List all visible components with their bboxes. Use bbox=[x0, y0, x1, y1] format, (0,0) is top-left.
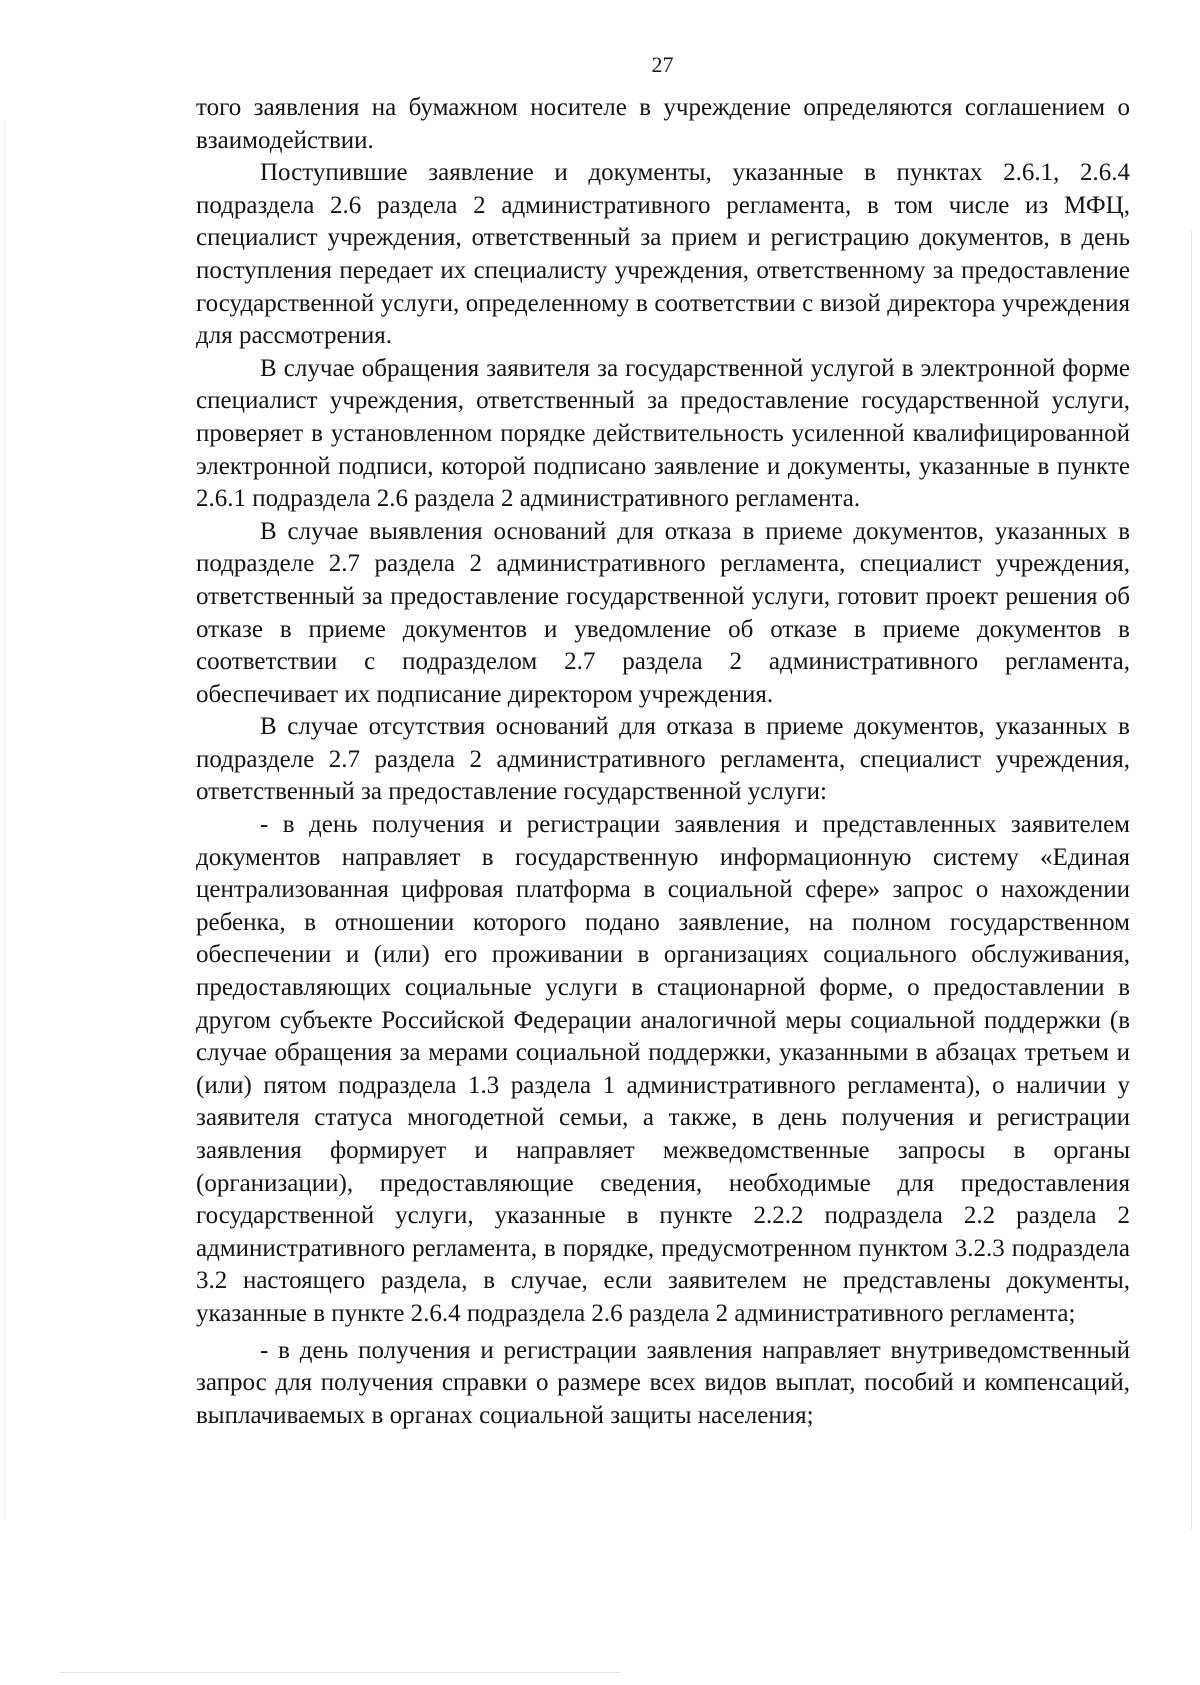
paragraph-no-refusal-grounds: В случае отсутствия оснований для отказа в приеме документов, указанных в подразделе 2.7 раздела 2 административного регламента, специалист учреждения, ответственный за предоставление государственной услуги: bbox=[196, 713, 1130, 806]
paragraph-electronic-form: В случае обращения заявителя за государственной услугой в электронной форме специалист учреждения, ответственный за предоставление государственной услуги, проверяет в установленном порядке действительность усиленной квалифицированной электронной подписи, которой подписано заявление и документы, указанные в пункте 2.6.1 подраздела 2.6 раздела 2 административного регламента. bbox=[196, 354, 1130, 513]
document-body bbox=[196, 92, 1130, 1432]
page-number: 27 bbox=[651, 52, 674, 77]
paragraph-received-documents: Поступившие заявление и документы, указанные в пунктах 2.6.1, 2.6.4 подраздела 2.6 раздела 2 административного регламента, в том числе из МФЦ, специалист учреждения, ответственный за прием и регистрацию документов, в день поступления передает их специалисту учреждения, ответственному за предоставление государственной услуги, определенному в соответствии с визой директора учреждения для рассмотрения. bbox=[196, 159, 1130, 350]
paragraph-continuation: того заявления на бумажном носителе в учреждение определяются соглашением о взаимодействии. bbox=[196, 94, 1130, 154]
scan-edge-right bbox=[1191, 230, 1192, 1530]
list-item-interagency-request: - в день получения и регистрации заявления и представленных заявителем документов направляет в государственную информационную систему «Единая централизованная цифровая платформа в социальной сфере» запрос о нахождении ребенка, в отношении которого подано заявление, на полном государственном обеспечении и (или) его проживании в организациях социального обслуживания, предоставляющих социальные услуги в стационарной форме, о предоставлении в другом субъекте Российской Федерации аналогичной меры социальной поддержки (в случае обращения за мерами социальной поддержки, указанными в абзацах третьем и (или) пятом подраздела 1.3 раздела 1 административного регламента), о наличии у заявителя статуса многодетной семьи, а также, в день получения и регистрации заявления формирует и направляет межведомственные запросы в органы (организации), предоставляющие сведения, необходимые для предоставления государственной услуги, указанные в пункте 2.2.2 подраздела 2.2 раздела 2 административного регламента, в порядке, предусмотренном пунктом 3.2.3 подраздела 3.2 настоящего раздела, в случае, если заявителем не представлены документы, указанные в пункте 2.6.4 подраздела 2.6 раздела 2 административного регламента; bbox=[196, 811, 1130, 1327]
scan-edge-left bbox=[4, 120, 5, 1520]
list-item-internal-request: - в день получения и регистрации заявления направляет внутриведомственный запрос для получения справки о размере всех видов выплат, пособий и компенсаций, выплачиваемых в органах социальной защиты населения; bbox=[196, 1336, 1130, 1429]
paragraph-refusal-grounds: В случае выявления оснований для отказа в приеме документов, указанных в подразделе 2.7 раздела 2 административного регламента, специалист учреждения, ответственный за предоставление государственной услуги, готовит проект решения об отказе в приеме документов и уведомление об отказе в приеме документов в соответствии с подразделом 2.7 раздела 2 административного регламента, обеспечивает их подписание директором учреждения. bbox=[196, 517, 1130, 708]
scan-edge-bottom bbox=[60, 1672, 620, 1673]
